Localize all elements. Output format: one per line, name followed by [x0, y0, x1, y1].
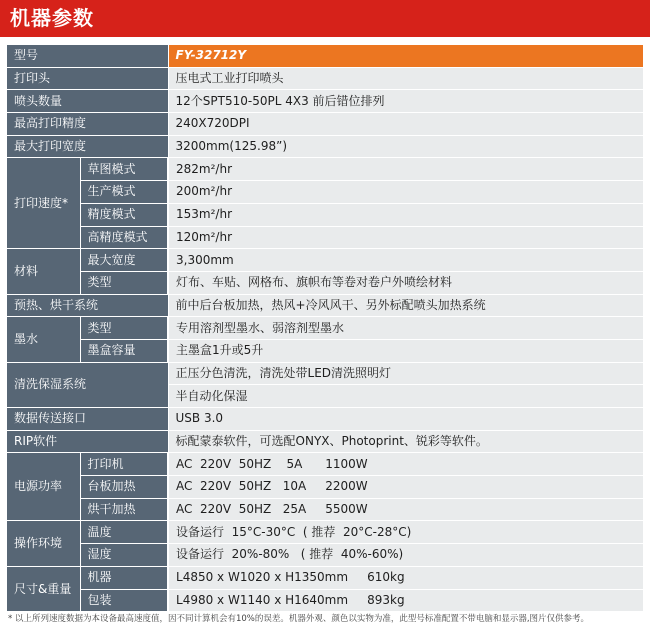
spec-row-cleaning	[7, 362, 643, 385]
spec-row-material	[7, 271, 643, 294]
speed-mode-label: 高精度模式	[80, 226, 168, 249]
cleaning-value: 半自动化保湿	[168, 385, 643, 408]
material-label: 材料	[7, 249, 80, 294]
spec-row-nozzle-count	[7, 90, 643, 113]
spec-row-dimensions	[7, 566, 643, 589]
model-label: 型号	[7, 45, 168, 68]
spec-row-dimensions	[7, 589, 643, 612]
material-sub-value: 灯布、车贴、网格布、旗帜布等卷对卷户外喷绘材料	[168, 271, 643, 294]
heating-value: 前中后台板加热，热风+冷风风干、另外标配喷头加热系统	[168, 294, 643, 317]
max-precision-value: 240X720DPI	[168, 113, 643, 136]
power-label: 电源功率	[7, 453, 80, 521]
spec-row-print-head	[7, 67, 643, 90]
spec-row-environment	[7, 521, 643, 544]
spec-row-power	[7, 476, 643, 499]
page-header	[0, 0, 650, 37]
speed-mode-value: 200m²/hr	[168, 181, 643, 204]
ink-sub-value: 专用溶剂型墨水、弱溶剂型墨水	[168, 317, 643, 340]
ink-sub-label: 墨盒容量	[80, 339, 168, 362]
ink-sub-value: 主墨盒1升或5升	[168, 339, 643, 362]
cleaning-label: 清洗保湿系统	[7, 362, 168, 407]
power-sub-value: AC 220V 50HZ 5A 1100W	[168, 453, 643, 476]
spec-row-speed	[7, 226, 643, 249]
spec-row-model	[7, 45, 643, 68]
environment-sub-value: 设备运行 15°C-30°C ( 推荐 20°C-28°C)	[168, 521, 643, 544]
spec-row-speed	[7, 158, 643, 181]
spec-row-heating	[7, 294, 643, 317]
spec-row-max-precision	[7, 113, 643, 136]
max-precision-label: 最高打印精度	[7, 113, 168, 136]
nozzle-count-value: 12个SPT510-50PL 4X3 前后错位排列	[168, 90, 643, 113]
power-sub-value: AC 220V 50HZ 10A 2200W	[168, 476, 643, 499]
spec-row-max-width	[7, 135, 643, 158]
speed-mode-label: 生产模式	[80, 181, 168, 204]
environment-label: 操作环境	[7, 521, 80, 566]
spec-row-ink	[7, 339, 643, 362]
speed-mode-value: 282m²/hr	[168, 158, 643, 181]
page-title: 机器参数	[10, 6, 94, 30]
cleaning-value: 正压分色清洗，清洗处带LED清洗照明灯	[168, 362, 643, 385]
footnote: * 以上所列速度数据为本设备最高速度值，因不同计算机会有10%的误差。机器外观、颜色以实物为准，此型号标准配置不带电脑和显示器,图片仅供参考。	[8, 614, 590, 624]
speed-mode-value: 153m²/hr	[168, 203, 643, 226]
dimensions-sub-label: 包装	[80, 589, 168, 612]
spec-row-ink	[7, 317, 643, 340]
heating-label: 预热、烘干系统	[7, 294, 168, 317]
speed-mode-value: 120m²/hr	[168, 226, 643, 249]
spec-row-speed	[7, 181, 643, 204]
model-value: FY-32712Y	[168, 45, 643, 68]
dimensions-sub-value: L4980 x W1140 x H1640mm 893kg	[168, 589, 643, 612]
power-sub-label: 烘干加热	[80, 498, 168, 521]
speed-mode-label: 草图模式	[80, 158, 168, 181]
dimensions-sub-value: L4850 x W1020 x H1350mm 610kg	[168, 566, 643, 589]
print-head-label: 打印头	[7, 67, 168, 90]
nozzle-count-label: 喷头数量	[7, 90, 168, 113]
material-sub-label: 最大宽度	[80, 249, 168, 272]
interface-value: USB 3.0	[168, 408, 643, 431]
dimensions-label: 尺寸&重量	[7, 566, 80, 611]
power-sub-value: AC 220V 50HZ 25A 5500W	[168, 498, 643, 521]
max-width-value: 3200mm(125.98”)	[168, 135, 643, 158]
material-sub-label: 类型	[80, 271, 168, 294]
ink-label: 墨水	[7, 317, 80, 362]
rip-value: 标配蒙泰软件，可选配ONYX、Photoprint、锐彩等软件。	[168, 430, 643, 453]
environment-sub-value: 设备运行 20%-80% ( 推荐 40%-60%)	[168, 544, 643, 567]
spec-row-rip	[7, 430, 643, 453]
spec-row-environment	[7, 544, 643, 567]
max-width-label: 最大打印宽度	[7, 135, 168, 158]
print-head-value: 压电式工业打印喷头	[168, 67, 643, 90]
spec-row-interface	[7, 408, 643, 431]
environment-sub-label: 湿度	[80, 544, 168, 567]
interface-label: 数据传送接口	[7, 408, 168, 431]
spec-row-speed	[7, 203, 643, 226]
power-sub-label: 台板加热	[80, 476, 168, 499]
environment-sub-label: 温度	[80, 521, 168, 544]
rip-label: RIP软件	[7, 430, 168, 453]
speed-mode-label: 精度模式	[80, 203, 168, 226]
spec-row-material	[7, 249, 643, 272]
dimensions-sub-label: 机器	[80, 566, 168, 589]
ink-sub-label: 类型	[80, 317, 168, 340]
spec-table	[7, 44, 643, 612]
speed-label: 打印速度*	[7, 158, 80, 249]
spec-row-power	[7, 453, 643, 476]
material-sub-value: 3,300mm	[168, 249, 643, 272]
power-sub-label: 打印机	[80, 453, 168, 476]
spec-row-power	[7, 498, 643, 521]
